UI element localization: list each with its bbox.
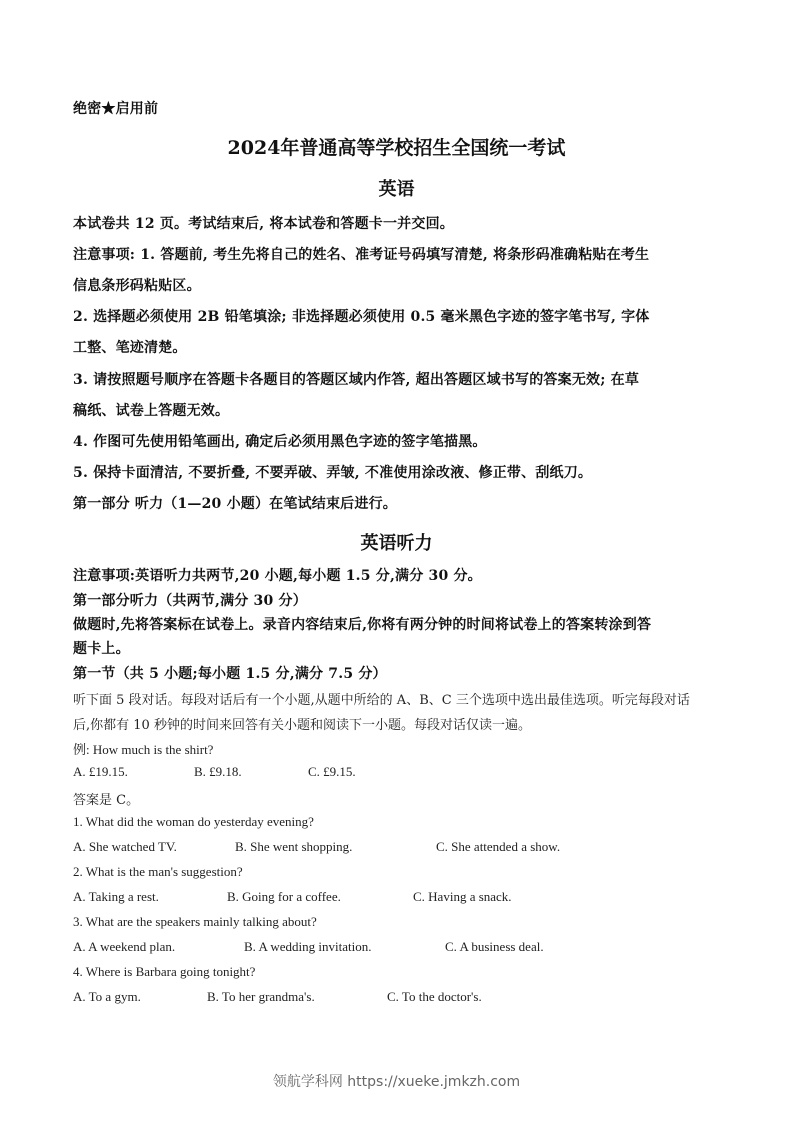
- question-2: 2. What is the man's suggestion?: [73, 864, 243, 879]
- q2-option-a: A. Taking a rest.: [73, 889, 159, 904]
- note-2-line2: 工整、笔迹清楚。: [73, 340, 187, 356]
- q4-option-c: C. To the doctor's.: [387, 989, 482, 1004]
- q3-option-a: A. A weekend plan.: [73, 939, 176, 954]
- question-4: 4. Where is Barbara going tonight?: [73, 964, 256, 979]
- listening-instr-line1: 做题时,先将答案标在试卷上。录音内容结束后,你将有两分钟的时间将试卷上的答案转涂到答: [73, 617, 652, 633]
- example-answer: 答案是 C。: [73, 793, 140, 808]
- q4-option-a: A. To a gym.: [73, 989, 141, 1004]
- q3-option-b: B. A wedding invitation.: [244, 939, 372, 954]
- example-option-b: B. £9.18.: [194, 764, 242, 779]
- note-5: 5. 保持卡面清洁, 不要折叠, 不要弄破、弄皱, 不准使用涂改液、修正带、刮纸刀。: [73, 465, 593, 481]
- q1-option-a: A. She watched TV.: [73, 839, 177, 854]
- example-option-a: A. £19.15.: [73, 764, 128, 779]
- intro-pages: 本试卷共 12 页。考试结束后, 将本试卷和答题卡一并交回。: [73, 216, 454, 232]
- q1-option-c: C. She attended a show.: [436, 839, 561, 854]
- note-1-line1: 注意事项: 1. 答题前, 考生先将自己的姓名、准考证号码填写清楚, 将条形码准确粘贴在考生: [73, 247, 650, 263]
- confidential-label: 绝密★启用前: [73, 101, 159, 117]
- example-option-c: C. £9.15.: [308, 764, 356, 779]
- section1-directions-line2: 后,你都有 10 秒钟的时间来回答有关小题和阅读下一小题。每段对话仅读一遍。: [73, 718, 531, 733]
- q2-option-b: B. Going for a coffee.: [227, 889, 341, 904]
- listening-instr-line2: 题卡上。: [73, 641, 130, 657]
- question-1: 1. What did the woman do yesterday evening?: [73, 814, 314, 829]
- note-4: 4. 作图可先使用铅笔画出, 确定后必须用黑色字迹的签字笔描黑。: [73, 434, 487, 450]
- example-question: 例: How much is the shirt?: [73, 742, 214, 757]
- q3-option-c: C. A business deal.: [445, 939, 544, 954]
- note-3-line2: 稿纸、试卷上答题无效。: [73, 403, 230, 419]
- part1-note: 第一部分 听力（1—20 小题）在笔试结束后进行。: [73, 496, 397, 512]
- section1-heading: 第一节（共 5 小题;每小题 1.5 分,满分 7.5 分）: [73, 666, 387, 682]
- listening-part: 第一部分听力（共两节,满分 30 分）: [73, 593, 307, 609]
- note-1-line2: 信息条形码粘贴区。: [73, 278, 201, 294]
- subject-title: 英语: [378, 179, 415, 200]
- listening-note: 注意事项:英语听力共两节,20 小题,每小题 1.5 分,满分 30 分。: [73, 568, 482, 584]
- note-3-line1: 3. 请按照题号顺序在答题卡各题目的答题区域内作答, 超出答题区域书写的答案无效; 在草: [73, 372, 640, 388]
- q2-option-c: C. Having a snack.: [413, 889, 512, 904]
- listening-heading: 英语听力: [360, 533, 433, 554]
- q1-option-b: B. She went shopping.: [235, 839, 353, 854]
- section1-directions-line1: 听下面 5 段对话。每段对话后有一个小题,从题中所给的 A、B、C 三个选项中选出最佳选项。听完每段对话: [73, 693, 690, 708]
- q4-option-b: B. To her grandma's.: [207, 989, 315, 1004]
- note-2-line1: 2. 选择题必须使用 2B 铅笔填涂; 非选择题必须使用 0.5 毫米黑色字迹的签字笔书写, 字体: [73, 309, 650, 325]
- question-3: 3. What are the speakers mainly talking about?: [73, 914, 317, 929]
- exam-title: 2024年普通高等学校招生全国统一考试: [227, 137, 566, 159]
- watermark-footer: 领航学科网 https://xueke.jmkzh.com: [272, 1074, 521, 1090]
